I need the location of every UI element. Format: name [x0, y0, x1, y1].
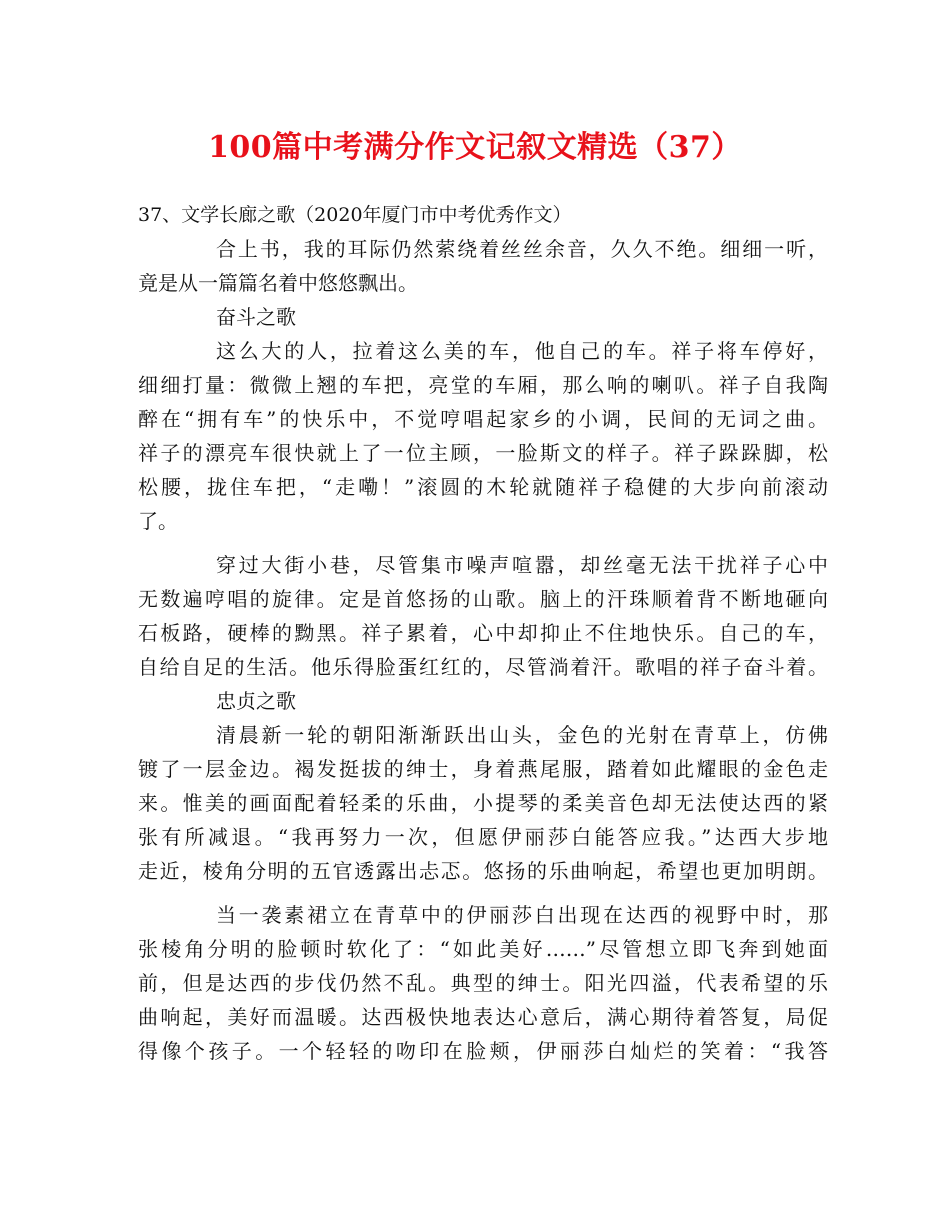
text-line: 自给自足的生活。他乐得脸蛋红红的，尽管淌着汗。歌唱的祥子奋斗着。 [138, 655, 828, 679]
text-line: 这么大的人，拉着这么美的车，他自己的车。祥子将车停好， [216, 339, 828, 363]
text-line: 来。惟美的画面配着轻柔的乐曲，小提琴的柔美音色却无法使达西的紧 [138, 791, 828, 815]
essay-subtitle: 37、文学长廊之歌（2020年厦门市中考优秀作文） [138, 204, 572, 226]
text-line: 张有所减退。“我再努力一次，但愿伊丽莎白能答应我。”达西大步地 [138, 825, 828, 849]
text-line: 合上书，我的耳际仍然萦绕着丝丝余音，久久不绝。细细一听， [216, 237, 828, 261]
text-line: 松腰，拢住车把，“走嘞！”滚圆的木轮就随祥子稳健的大步向前滚动 [138, 475, 828, 499]
text-line: 祥子的漂亮车很快就上了一位主顾，一脸斯文的样子。祥子跺跺脚，松 [138, 441, 828, 465]
text-line: 前，但是达西的步伐仍然不乱。典型的绅士。阳光四溢，代表希望的乐 [138, 971, 828, 995]
text-line: 走近，棱角分明的五官透露出忐忑。悠扬的乐曲响起，希望也更加明朗。 [138, 859, 828, 883]
text-line: 无数遍哼唱的旋律。定是首悠扬的山歌。脑上的汗珠顺着背不断地砸向 [138, 587, 828, 611]
text-line: 了。 [138, 509, 178, 533]
text-line: 得像个孩子。一个轻轻的吻印在脸颊，伊丽莎白灿烂的笑着：“我答 [138, 1039, 828, 1063]
document-body [138, 198, 828, 1068]
text-line: 忠贞之歌 [216, 689, 296, 713]
document-title: 100篇中考满分作文记叙文精选（37） [208, 130, 742, 165]
text-line: 张棱角分明的脸顿时软化了：“如此美好……”尽管想立即飞奔到她面 [138, 937, 828, 961]
text-line: 镀了一层金边。褐发挺拔的绅士，身着燕尾服，踏着如此耀眼的金色走 [138, 757, 828, 781]
text-line: 细细打量：微微上翘的车把，亮堂的车厢，那么响的喇叭。祥子自我陶 [138, 373, 828, 397]
text-line: 曲响起，美好而温暖。达西极快地表达心意后，满心期待着答复，局促 [138, 1005, 828, 1029]
text-line: 竟是从一篇篇名着中悠悠飘出。 [138, 271, 418, 295]
text-line: 清晨新一轮的朝阳渐渐跃出山头，金色的光射在青草上，仿佛 [216, 723, 828, 747]
paragraph-lines [138, 232, 828, 1068]
text-line: 当一袭素裙立在青草中的伊丽莎白出现在达西的视野中时，那 [216, 903, 828, 927]
text-line: 奋斗之歌 [216, 305, 296, 329]
text-line: 醉在“拥有车”的快乐中，不觉哼唱起家乡的小调，民间的无词之曲。 [138, 407, 828, 431]
text-line: 穿过大街小巷，尽管集市噪声喧嚣，却丝毫无法干扰祥子心中 [216, 553, 828, 577]
text-line: 石板路，硬棒的黝黑。祥子累着，心中却抑止不住地快乐。自己的车， [138, 621, 828, 645]
